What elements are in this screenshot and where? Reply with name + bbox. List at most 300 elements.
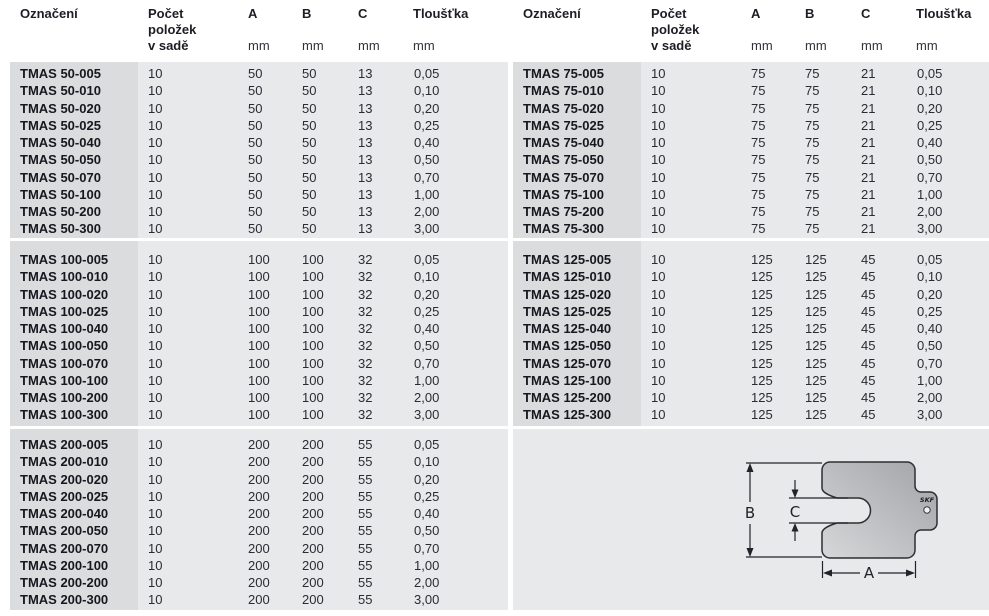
cell-b: 200 <box>302 575 324 590</box>
cell-a: 200 <box>248 471 270 487</box>
cell-c: 45 <box>861 269 876 285</box>
cell-c: 13 <box>358 100 373 116</box>
cell-thickness: 0,70 <box>917 169 943 185</box>
cell-c: 13 <box>358 204 373 219</box>
cell-thickness: 0,05 <box>917 66 943 81</box>
cell-b: 100 <box>302 252 324 267</box>
table-header-left <box>10 0 508 62</box>
cell-thickness: 1,00 <box>917 372 943 388</box>
cell-designation: TMAS 75-100 <box>523 186 604 202</box>
cell-c: 45 <box>861 390 876 405</box>
cell-a: 75 <box>751 186 766 202</box>
table-row <box>513 337 989 354</box>
cell-c: 55 <box>358 454 373 470</box>
cell-thickness: 0,10 <box>414 454 440 470</box>
cell-thickness: 0,25 <box>414 303 440 319</box>
cell-count: 10 <box>148 355 163 371</box>
cell-designation: TMAS 200-200 <box>20 575 109 590</box>
cell-b: 200 <box>302 506 324 521</box>
cell-a: 200 <box>248 592 270 608</box>
table-row <box>10 303 508 320</box>
table-row <box>10 203 508 220</box>
cell-designation: TMAS 75-020 <box>523 100 604 116</box>
cell-a: 125 <box>751 321 773 336</box>
cell-a: 75 <box>751 135 766 150</box>
cell-c: 55 <box>358 488 373 504</box>
cell-a: 100 <box>248 407 270 423</box>
cell-count: 10 <box>651 338 666 354</box>
cell-c: 32 <box>358 338 373 354</box>
unit-label-c: mm <box>861 38 883 53</box>
column-header-b: B <box>302 6 312 21</box>
cell-count: 10 <box>148 286 163 302</box>
cell-designation: TMAS 200-005 <box>20 437 109 452</box>
cell-b: 50 <box>302 66 317 81</box>
cell-count: 10 <box>651 390 666 405</box>
cell-count: 10 <box>651 269 666 285</box>
cell-thickness: 3,00 <box>414 221 440 237</box>
cell-designation: TMAS 100-005 <box>20 252 109 267</box>
shim-shape <box>822 462 937 558</box>
column-header-thickness: Tloušťka <box>413 6 469 21</box>
cell-a: 75 <box>751 204 766 219</box>
cell-thickness: 1,00 <box>917 186 943 202</box>
cell-count: 10 <box>148 454 163 470</box>
cell-b: 125 <box>805 407 827 423</box>
dimension-b <box>745 463 822 557</box>
cell-designation: TMAS 100-100 <box>20 372 109 388</box>
cell-b: 50 <box>302 186 317 202</box>
cell-b: 100 <box>302 286 324 302</box>
cell-count: 10 <box>148 186 163 202</box>
cell-count: 10 <box>651 66 666 81</box>
cell-designation: TMAS 200-010 <box>20 454 109 470</box>
cell-count: 10 <box>651 135 666 150</box>
cell-c: 32 <box>358 407 373 423</box>
cell-c: 45 <box>861 355 876 371</box>
cell-designation: TMAS 50-070 <box>20 169 101 185</box>
cell-b: 200 <box>302 523 324 539</box>
cell-a: 100 <box>248 372 270 388</box>
cell-count: 10 <box>148 437 163 452</box>
table-row <box>513 320 989 337</box>
cell-a: 100 <box>248 269 270 285</box>
unit-label-a: mm <box>248 38 270 53</box>
cell-b: 50 <box>302 221 317 237</box>
table-row <box>513 151 989 168</box>
cell-c: 13 <box>358 186 373 202</box>
cell-thickness: 0,40 <box>414 506 440 521</box>
unit-label-thickness: mm <box>413 38 435 53</box>
cell-designation: TMAS 200-050 <box>20 523 109 539</box>
cell-b: 75 <box>805 186 820 202</box>
cell-thickness: 0,05 <box>414 252 440 267</box>
cell-a: 125 <box>751 355 773 371</box>
cell-count: 10 <box>148 575 163 590</box>
cell-c: 32 <box>358 372 373 388</box>
cell-thickness: 3,00 <box>414 407 440 423</box>
column-header-designation: Označení <box>523 6 581 21</box>
table-row <box>513 82 989 99</box>
cell-designation: TMAS 75-025 <box>523 117 604 133</box>
cell-a: 200 <box>248 575 270 590</box>
cell-count: 10 <box>651 117 666 133</box>
cell-designation: TMAS 100-025 <box>20 303 109 319</box>
skf-brand-label: SKF <box>919 496 935 504</box>
cell-c: 21 <box>861 169 876 185</box>
table-row <box>513 268 989 285</box>
cell-count: 10 <box>651 169 666 185</box>
cell-b: 125 <box>805 338 827 354</box>
row-group-tmas-125 <box>513 251 989 424</box>
column-header-count-line1: Počet <box>148 6 184 21</box>
cell-a: 200 <box>248 488 270 504</box>
cell-designation: TMAS 50-100 <box>20 186 101 202</box>
cell-count: 10 <box>148 488 163 504</box>
table-row <box>10 100 508 117</box>
cell-b: 200 <box>302 557 324 573</box>
cell-a: 125 <box>751 252 773 267</box>
cell-thickness: 0,50 <box>414 523 440 539</box>
table-row <box>10 355 508 372</box>
cell-a: 75 <box>751 221 766 237</box>
cell-a: 50 <box>248 135 263 150</box>
cell-c: 21 <box>861 152 876 168</box>
cell-count: 10 <box>651 152 666 168</box>
cell-b: 125 <box>805 321 827 336</box>
cell-a: 75 <box>751 117 766 133</box>
cell-designation: TMAS 75-040 <box>523 135 604 150</box>
cell-designation: TMAS 50-010 <box>20 83 101 99</box>
cell-a: 75 <box>751 66 766 81</box>
cell-c: 21 <box>861 221 876 237</box>
cell-designation: TMAS 125-050 <box>523 338 612 354</box>
row-group-tmas-100 <box>10 251 508 424</box>
column-header-count-line3: v sadě <box>651 38 692 53</box>
column-header-thickness: Tloušťka <box>916 6 972 21</box>
cell-a: 200 <box>248 437 270 452</box>
cell-c: 13 <box>358 83 373 99</box>
shim-hole <box>924 507 930 513</box>
table-row <box>10 406 508 423</box>
cell-thickness: 0,20 <box>414 286 440 302</box>
table-row <box>10 488 508 505</box>
cell-b: 200 <box>302 592 324 608</box>
cell-b: 125 <box>805 252 827 267</box>
cell-a: 200 <box>248 454 270 470</box>
cell-thickness: 0,05 <box>917 252 943 267</box>
cell-a: 50 <box>248 152 263 168</box>
table-row <box>10 574 508 591</box>
cell-c: 21 <box>861 135 876 150</box>
cell-designation: TMAS 75-005 <box>523 66 604 81</box>
cell-a: 50 <box>248 66 263 81</box>
cell-thickness: 3,00 <box>414 592 440 608</box>
table-row <box>10 591 508 608</box>
cell-count: 10 <box>148 321 163 336</box>
cell-b: 100 <box>302 355 324 371</box>
cell-designation: TMAS 200-070 <box>20 540 109 556</box>
group-separator <box>10 426 508 429</box>
group-separator <box>513 238 989 241</box>
dimension-c-label: C <box>789 503 801 521</box>
cell-a: 200 <box>248 557 270 573</box>
cell-b: 100 <box>302 372 324 388</box>
table-row <box>10 82 508 99</box>
cell-c: 21 <box>861 186 876 202</box>
cell-designation: TMAS 100-300 <box>20 407 109 423</box>
cell-thickness: 2,00 <box>414 575 440 590</box>
unit-label-b: mm <box>805 38 827 53</box>
cell-count: 10 <box>148 390 163 405</box>
cell-count: 10 <box>148 221 163 237</box>
cell-count: 10 <box>148 152 163 168</box>
cell-count: 10 <box>148 523 163 539</box>
table-row <box>513 203 989 220</box>
cell-a: 125 <box>751 303 773 319</box>
table-row <box>10 268 508 285</box>
row-group-tmas-50 <box>10 65 508 238</box>
row-group-tmas-200 <box>10 436 508 609</box>
cell-b: 125 <box>805 269 827 285</box>
column-header-count-line1: Počet <box>651 6 687 21</box>
cell-count: 10 <box>148 135 163 150</box>
table-row <box>10 286 508 303</box>
cell-thickness: 2,00 <box>414 204 440 219</box>
cell-thickness: 0,25 <box>917 303 943 319</box>
cell-c: 32 <box>358 286 373 302</box>
cell-count: 10 <box>651 355 666 371</box>
cell-a: 100 <box>248 286 270 302</box>
column-header-count-line3: v sadě <box>148 38 189 53</box>
unit-label-thickness: mm <box>916 38 938 53</box>
table-row <box>513 355 989 372</box>
cell-designation: TMAS 100-020 <box>20 286 109 302</box>
cell-designation: TMAS 50-050 <box>20 152 101 168</box>
cell-c: 45 <box>861 286 876 302</box>
cell-c: 45 <box>861 252 876 267</box>
cell-b: 125 <box>805 303 827 319</box>
cell-b: 100 <box>302 269 324 285</box>
cell-c: 21 <box>861 204 876 219</box>
cell-c: 21 <box>861 117 876 133</box>
unit-label-b: mm <box>302 38 324 53</box>
cell-thickness: 0,50 <box>414 152 440 168</box>
cell-count: 10 <box>148 252 163 267</box>
table-row <box>10 320 508 337</box>
cell-designation: TMAS 75-070 <box>523 169 604 185</box>
cell-b: 200 <box>302 488 324 504</box>
cell-count: 10 <box>148 117 163 133</box>
cell-thickness: 1,00 <box>414 557 440 573</box>
table-row <box>10 117 508 134</box>
cell-b: 75 <box>805 152 820 168</box>
cell-b: 125 <box>805 355 827 371</box>
cell-count: 10 <box>148 338 163 354</box>
cell-designation: TMAS 125-005 <box>523 252 612 267</box>
cell-c: 13 <box>358 135 373 150</box>
cell-c: 13 <box>358 66 373 81</box>
cell-designation: TMAS 125-010 <box>523 269 612 285</box>
cell-c: 13 <box>358 221 373 237</box>
cell-thickness: 0,70 <box>414 169 440 185</box>
cell-c: 55 <box>358 471 373 487</box>
cell-a: 100 <box>248 390 270 405</box>
cell-a: 125 <box>751 407 773 423</box>
cell-a: 50 <box>248 169 263 185</box>
cell-b: 125 <box>805 390 827 405</box>
cell-designation: TMAS 50-300 <box>20 221 101 237</box>
table-row <box>513 406 989 423</box>
table-row <box>10 436 508 453</box>
cell-count: 10 <box>148 83 163 99</box>
cell-thickness: 0,20 <box>414 471 440 487</box>
cell-thickness: 0,25 <box>917 117 943 133</box>
cell-a: 100 <box>248 321 270 336</box>
cell-thickness: 1,00 <box>414 186 440 202</box>
table-row <box>10 251 508 268</box>
cell-b: 75 <box>805 135 820 150</box>
cell-designation: TMAS 50-020 <box>20 100 101 116</box>
cell-thickness: 0,50 <box>414 338 440 354</box>
cell-b: 200 <box>302 471 324 487</box>
cell-a: 50 <box>248 221 263 237</box>
cell-a: 50 <box>248 117 263 133</box>
cell-designation: TMAS 125-100 <box>523 372 612 388</box>
table-row <box>10 372 508 389</box>
table-row <box>10 505 508 522</box>
cell-b: 75 <box>805 204 820 219</box>
table-row <box>513 100 989 117</box>
row-group-tmas-75 <box>513 65 989 238</box>
cell-thickness: 3,00 <box>917 407 943 423</box>
group-separator <box>513 426 989 429</box>
cell-designation: TMAS 125-040 <box>523 321 612 336</box>
cell-count: 10 <box>148 557 163 573</box>
column-header-c: C <box>358 6 368 21</box>
cell-a: 75 <box>751 152 766 168</box>
cell-c: 55 <box>358 540 373 556</box>
cell-c: 32 <box>358 355 373 371</box>
cell-count: 10 <box>148 540 163 556</box>
cell-c: 32 <box>358 303 373 319</box>
cell-count: 10 <box>148 269 163 285</box>
cell-designation: TMAS 125-200 <box>523 390 612 405</box>
cell-a: 75 <box>751 169 766 185</box>
cell-thickness: 3,00 <box>917 221 943 237</box>
cell-b: 75 <box>805 83 820 99</box>
cell-b: 50 <box>302 117 317 133</box>
cell-c: 13 <box>358 169 373 185</box>
cell-thickness: 2,00 <box>917 390 943 405</box>
column-header-c: C <box>861 6 871 21</box>
table-row <box>513 186 989 203</box>
table-header-right <box>513 0 989 62</box>
cell-c: 45 <box>861 372 876 388</box>
table-row <box>10 186 508 203</box>
cell-b: 75 <box>805 169 820 185</box>
cell-count: 10 <box>148 592 163 608</box>
cell-thickness: 2,00 <box>414 390 440 405</box>
cell-designation: TMAS 125-300 <box>523 407 612 423</box>
cell-b: 75 <box>805 100 820 116</box>
cell-c: 21 <box>861 100 876 116</box>
cell-thickness: 0,10 <box>917 269 943 285</box>
cell-count: 10 <box>651 303 666 319</box>
cell-designation: TMAS 75-050 <box>523 152 604 168</box>
table-row <box>10 169 508 186</box>
cell-count: 10 <box>651 221 666 237</box>
cell-count: 10 <box>148 506 163 521</box>
cell-thickness: 0,70 <box>414 540 440 556</box>
table-row <box>10 557 508 574</box>
column-header-count-line2: položek <box>651 22 700 37</box>
cell-designation: TMAS 75-300 <box>523 221 604 237</box>
dimension-a-label: A <box>863 564 875 582</box>
cell-count: 10 <box>148 169 163 185</box>
cell-designation: TMAS 100-050 <box>20 338 109 354</box>
cell-a: 125 <box>751 338 773 354</box>
cell-thickness: 0,50 <box>917 152 943 168</box>
cell-c: 32 <box>358 269 373 285</box>
cell-designation: TMAS 200-020 <box>20 471 109 487</box>
table-row <box>513 134 989 151</box>
shim-diagram <box>700 430 989 616</box>
cell-designation: TMAS 200-100 <box>20 557 109 573</box>
cell-b: 75 <box>805 117 820 133</box>
cell-thickness: 0,20 <box>917 286 943 302</box>
cell-b: 200 <box>302 454 324 470</box>
cell-count: 10 <box>148 66 163 81</box>
cell-thickness: 0,10 <box>414 269 440 285</box>
table-row <box>513 65 989 82</box>
cell-thickness: 0,25 <box>414 488 440 504</box>
column-header-a: A <box>248 6 258 21</box>
cell-count: 10 <box>651 372 666 388</box>
cell-designation: TMAS 125-020 <box>523 286 612 302</box>
table-row <box>513 117 989 134</box>
cell-b: 75 <box>805 221 820 237</box>
cell-thickness: 0,05 <box>414 66 440 81</box>
cell-count: 10 <box>651 321 666 336</box>
cell-b: 50 <box>302 204 317 219</box>
cell-thickness: 0,20 <box>414 100 440 116</box>
cell-designation: TMAS 75-200 <box>523 204 604 219</box>
cell-designation: TMAS 200-040 <box>20 506 109 521</box>
cell-b: 125 <box>805 286 827 302</box>
cell-thickness: 1,00 <box>414 372 440 388</box>
dimension-b-label: B <box>744 504 756 522</box>
cell-designation: TMAS 100-010 <box>20 269 109 285</box>
cell-a: 75 <box>751 100 766 116</box>
cell-designation: TMAS 50-025 <box>20 117 101 133</box>
cell-c: 13 <box>358 152 373 168</box>
cell-c: 45 <box>861 338 876 354</box>
table-row <box>10 453 508 470</box>
table-row <box>10 65 508 82</box>
cell-count: 10 <box>148 303 163 319</box>
cell-a: 100 <box>248 252 270 267</box>
cell-thickness: 0,40 <box>414 321 440 336</box>
cell-count: 10 <box>651 100 666 116</box>
cell-thickness: 0,20 <box>917 100 943 116</box>
cell-c: 55 <box>358 437 373 452</box>
column-header-designation: Označení <box>20 6 78 21</box>
cell-designation: TMAS 125-025 <box>523 303 612 319</box>
cell-a: 50 <box>248 83 263 99</box>
column-header-a: A <box>751 6 761 21</box>
cell-a: 100 <box>248 338 270 354</box>
